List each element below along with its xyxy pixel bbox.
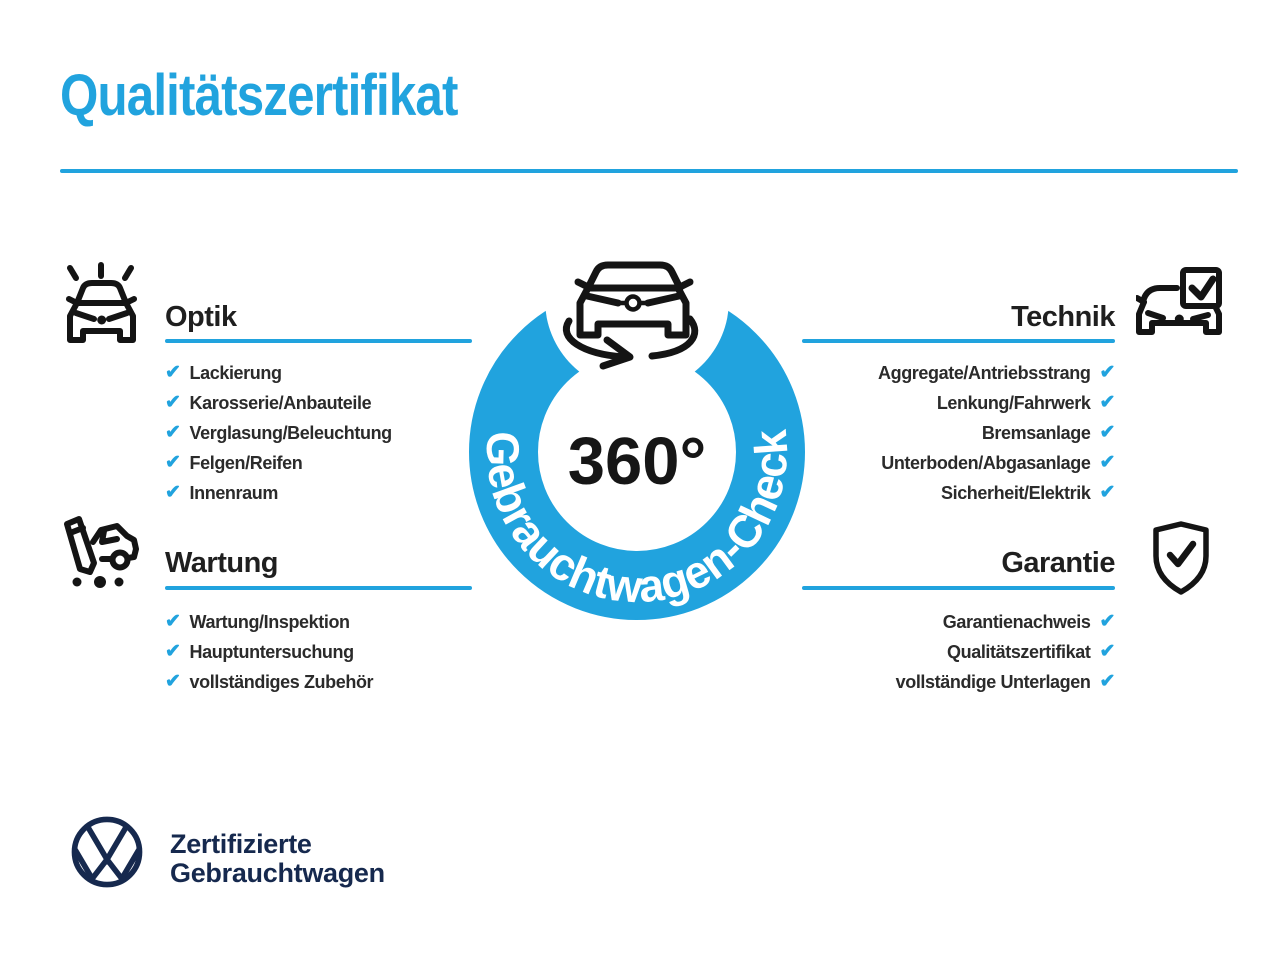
brand-text xyxy=(170,830,385,888)
page-title: Qualitätszertifikat xyxy=(60,63,458,128)
technik-checklist xyxy=(878,358,1115,508)
checklist-item: ✔ Lenkung/Fahrwerk xyxy=(936,391,1115,413)
section-title-wartung: Wartung xyxy=(165,547,279,579)
shield-check-icon xyxy=(1146,516,1216,601)
check-icon: ✔ xyxy=(165,361,181,383)
car-front-shine-icon xyxy=(57,256,147,346)
wartung-rule xyxy=(165,586,472,590)
check-icon: ✔ xyxy=(1099,451,1115,473)
checklist-item: ✔ Sicherheit/Elektrik xyxy=(940,481,1115,503)
checklist-item: ✔ Felgen/Reifen xyxy=(165,451,303,473)
checklist-item: ✔ Karosserie/Anbauteile xyxy=(165,391,372,413)
check-icon: ✔ xyxy=(165,670,181,692)
check-icon: ✔ xyxy=(1099,361,1115,383)
check-icon: ✔ xyxy=(165,610,181,632)
badge-360-check xyxy=(440,235,840,655)
optik-rule xyxy=(165,339,472,343)
header-rule xyxy=(60,169,1238,173)
check-icon: ✔ xyxy=(1099,640,1115,662)
check-icon: ✔ xyxy=(165,640,181,662)
check-icon: ✔ xyxy=(165,391,181,413)
checklist-item: ✔ Garantienachweis xyxy=(942,610,1115,632)
check-icon: ✔ xyxy=(165,421,181,443)
garantie-rule xyxy=(802,586,1115,590)
checklist-item: ✔ Hauptuntersuchung xyxy=(165,640,354,662)
brand-line-1: Zertifizierte xyxy=(170,829,312,859)
brand-line-2: Gebrauchtwagen xyxy=(170,858,385,888)
checklist-item: ✔ Aggregate/Antriebsstrang xyxy=(878,361,1115,383)
ring-label: Gebrauchtwagen-Check xyxy=(476,427,798,613)
optik-checklist xyxy=(165,358,392,508)
check-icon: ✔ xyxy=(1099,670,1115,692)
garantie-checklist xyxy=(896,607,1115,697)
checklist-item: ✔ Wartung/Inspektion xyxy=(165,610,350,632)
section-title-garantie: Garantie xyxy=(1001,547,1115,579)
check-icon: ✔ xyxy=(1099,391,1115,413)
checklist-item: ✔ vollständiges Zubehör xyxy=(165,670,374,692)
check-icon: ✔ xyxy=(1099,481,1115,503)
checklist-item: ✔ Qualitätszertifikat xyxy=(947,640,1115,662)
vw-logo xyxy=(70,815,144,889)
checklist-item: ✔ Verglasung/Beleuchtung xyxy=(165,421,392,443)
section-title-technik: Technik xyxy=(1011,301,1115,333)
checklist-item: ✔ Lackierung xyxy=(165,361,282,383)
check-icon: ✔ xyxy=(1099,421,1115,443)
check-icon: ✔ xyxy=(165,481,181,503)
check-icon: ✔ xyxy=(165,451,181,473)
checklist-item: ✔ Unterboden/Abgasanlage xyxy=(881,451,1115,473)
wartung-checklist xyxy=(165,607,373,697)
checklist-item: ✔ vollständige Unterlagen xyxy=(895,670,1115,692)
checklist-item: ✔ Innenraum xyxy=(165,481,278,503)
car-checkbox-icon xyxy=(1136,256,1228,348)
technik-rule xyxy=(802,339,1115,343)
section-title-optik: Optik xyxy=(165,301,237,333)
checklist-item: ✔ Bremsanlage xyxy=(981,421,1115,443)
check-icon: ✔ xyxy=(1099,610,1115,632)
pencil-car-checklist-icon xyxy=(57,512,147,602)
badge-degrees: 360° xyxy=(567,424,707,499)
